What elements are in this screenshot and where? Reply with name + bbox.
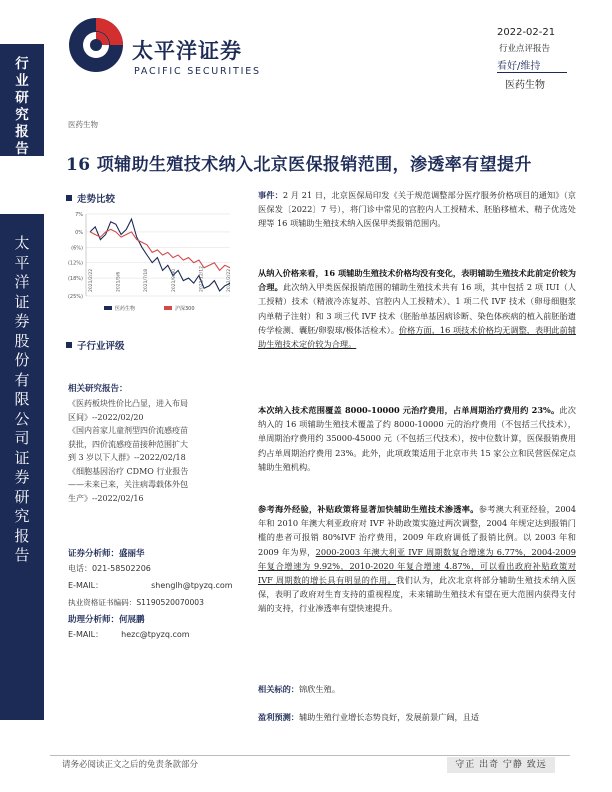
forecast-keyword: 盈利预测： (258, 712, 299, 722)
price-summary: 从纳入价格来看，16 项辅助生殖技术价格均没有变化，表明辅助生殖技术此前定价较为合理。 (258, 268, 576, 293)
targets-keyword: 相关标的： (258, 684, 299, 694)
stock-rating-heading (66, 338, 125, 352)
sidebar-category-char: 业 (15, 73, 29, 89)
related-report-line: 到 3 岁以下人群》--2022/02/18 (68, 453, 186, 462)
price-conclusion: 价格方面，16 项技术价格均无调整，表明此前辅助生殖技术定价较为合理。 (258, 324, 576, 350)
sidebar-company-char: 券 (14, 312, 30, 330)
related-report-line: ——未来已来，关注病毒载体外包 (68, 480, 188, 489)
report-date: 2022-02-21 (497, 27, 556, 38)
sidebar-category-label (0, 56, 44, 158)
chart-y-tick-label: (18%) (67, 276, 83, 283)
related-report-line: 《医药板块性价比凸显，进入布局 (68, 399, 188, 408)
related-report-line: 区间》--2022/02/20 (68, 412, 144, 422)
sidebar-company-char: 证 (14, 292, 30, 311)
event-keyword: 事件： (258, 190, 283, 200)
stock-rating-heading-text: 子行业评级 (77, 341, 125, 352)
cost-detail: 此次纳入的 16 项辅助生殖技术覆盖了约 8000-10000 元的治疗费用（不包括三代技术），单周期治疗费用约 35000-45000 元（不包括三代技术），按中位数计算，医保报销费用约占单周期治疗费用 23%。此外，此项政策适用于北京市共 15 家公立和民营医保定点辅助生殖机构。 (258, 405, 576, 472)
sidebar-company-name (0, 214, 44, 720)
footer-disclaimer: 请务必阅读正文之后的免责条款部分 (62, 760, 199, 770)
sector-name: 医药生物 (505, 80, 545, 91)
event-text: 2 月 21 日，北京医保局印发《关于规范调整部分医疗服务价格项目的通知》（京医保发〔2022〕7 号），将门诊中常见的宫腔内人工授精术、胚胎移植术、精子优选处理等 16 项辅助生殖技术纳入医保甲类报销范围内。 (258, 190, 576, 229)
square-bullet-icon (66, 195, 72, 201)
related-report-line: 获批，四价流感疫苗接种范围扩大 (68, 439, 188, 449)
sidebar-company-char: 洋 (14, 273, 30, 291)
chart-legend-label: 沪深300 (175, 306, 195, 312)
trend-heading (66, 191, 115, 205)
chart-x-tick-label: 2021/5/6 (116, 271, 122, 292)
chart-x-tick-label: 2021/9/30 (171, 268, 177, 292)
forecast-text: 辅助生殖行业增长态势良好，发展前景广阔，且适 (298, 712, 480, 722)
related-reports-heading: 相关研究报告： (68, 384, 128, 394)
forecast-paragraph (258, 710, 576, 724)
assistant-email-link[interactable]: hezc@tpyzq.com (121, 630, 190, 639)
chart-legend-swatch (164, 306, 172, 310)
sidebar-company-char: 份 (14, 351, 30, 369)
sidebar-report-category (0, 44, 44, 156)
footer-motto: 守正 出奇 宁静 致远 (447, 757, 555, 773)
analyst-email-link[interactable]: shenglh@tpyzq.com (151, 581, 233, 590)
overseas-conclusion: 我们认为，此次北京将部分辅助生殖技术纳入医保，表明了政府对生育支持的重视程度，未来辅助生殖技术有望在更大范围内获得支付端的支持，行业渗透率有望快速提升。 (258, 575, 576, 614)
sidebar-company-char: 究 (14, 507, 30, 525)
assistant-email-label: E-MAIL： (68, 630, 104, 639)
chart-legend-label: 医药生物 (115, 306, 136, 312)
related-report-line: 生产》--2022/02/16 (68, 493, 144, 503)
footer-divider (50, 755, 570, 756)
industry-rating: 看好/维持 (497, 61, 541, 72)
sidebar-company-char: 平 (14, 253, 30, 272)
overseas-detail: 参考澳大利亚经验，2004 年和 2010 年澳大利亚政府对 IVF 补助政策实施过两次调整，2004 年规定达到报销门槛的患者可报销 80%IVF 治疗费用，2009 年政府调低了报销比例。以 2003 年和 2009 年为界， (258, 504, 576, 557)
event-paragraph (258, 188, 576, 231)
brand-name-en: PACIFIC SECURITIES (134, 66, 261, 77)
analyst-license: 执业资格证书编码：S1190520070003 (68, 598, 204, 607)
sidebar-category-char: 究 (15, 107, 29, 123)
company-logo-icon (66, 15, 126, 75)
sidebar-category-char: 研 (15, 90, 29, 106)
trend-heading-text: 走势比较 (77, 194, 116, 205)
analyst-email-label: E-MAIL： (68, 581, 104, 590)
targets-paragraph (258, 682, 576, 696)
analyst-email-row (68, 580, 233, 591)
trend-chart (60, 208, 242, 320)
cost-paragraph (258, 403, 576, 474)
chart-y-tick-label: (12%) (67, 260, 83, 267)
sidebar-company-char: 证 (14, 448, 30, 467)
assistant-analyst-name: 助理分析师：何展鹏 (68, 615, 145, 625)
sidebar-company-char: 有 (14, 370, 30, 389)
square-bullet-icon (66, 342, 72, 348)
chart-y-tick-label: (6%) (71, 245, 83, 252)
sidebar-category-char: 行 (15, 56, 29, 72)
cost-summary: 本次纳入技术范围覆盖 8000-10000 元治疗费用，占单周期治疗费用约 23%。 (258, 405, 560, 415)
chart-y-tick-label: (25%) (67, 294, 83, 300)
sidebar-category-char: 告 (15, 141, 29, 157)
breadcrumb: 医药生物 (68, 120, 98, 129)
chart-x-tick-label: 2021/7/18 (144, 268, 150, 292)
chart-x-tick-label: 2021/2/22 (89, 268, 94, 292)
analyst-phone: 电话：021-58502206 (68, 564, 151, 573)
sidebar-company-char: 研 (14, 487, 30, 506)
related-reports-list (68, 397, 238, 505)
assistant-email-row (68, 629, 190, 640)
sidebar-company-char: 公 (14, 409, 30, 428)
overseas-paragraph (258, 502, 576, 616)
chart-x-tick-label: 2021/12/12 (199, 266, 205, 292)
overseas-summary: 参考海外经验，补贴政策将显著加快辅助生殖技术渗透率。 (258, 504, 479, 514)
chart-legend-swatch (104, 306, 112, 310)
page-title: 16 项辅助生殖技术纳入北京医保报销范围，渗透率有望提升 (66, 155, 532, 175)
header-divider (497, 72, 567, 73)
price-detail: 此次纳入甲类医保报销范围的辅助生殖技术共有 16 项，其中包括 2 项 IUI（人工授精）技术（精液冷冻复苏、宫腔内人工授精术）、1 项二代 IVF 技术（卵母细胞浆内单精子注射）和 3 项三代 IVF 技术（胚胎单基因病诊断、染色体疾病的植入前胚胎遗传学检测、囊胚/卵裂球/极体活检术）。 (258, 282, 576, 335)
chart-x-tick-label: 2022/2/22 (227, 268, 232, 292)
sidebar-company-char: 司 (14, 429, 30, 447)
sidebar-company-char: 限 (14, 390, 30, 408)
sidebar-company-char: 券 (14, 468, 30, 486)
analyst-name: 证券分析师：盛丽华 (68, 549, 145, 559)
chart-y-tick-label: 7% (75, 212, 83, 218)
brand-name-cn: 太平洋证券 (132, 39, 242, 63)
chart-y-tick-label: 0% (75, 229, 83, 236)
sidebar-company-char: 告 (14, 546, 30, 564)
sidebar-company-char: 报 (14, 526, 30, 545)
related-report-line: 《细胞基因治疗 CDMO 行业报告 (68, 466, 189, 476)
targets-text: 锦欣生殖。 (298, 684, 340, 694)
sidebar-category-char: 报 (15, 124, 29, 140)
related-report-line: 《国内首家儿童剂型四价流感疫苗 (68, 426, 188, 435)
overseas-growth-data: 2000-2003 年澳大利亚 IVF 周期数复合增速为 6.77%，2004-2009 年复合增速为 9.92%，2010-2020 年复合增速 4.87%，可以看出政府补贴政策对 IVF 周期数的增长具有明显的作用。 (258, 546, 576, 586)
sidebar-company-label (0, 234, 44, 566)
price-paragraph (258, 266, 576, 351)
sidebar-company-char: 股 (14, 331, 30, 350)
report-type: 行业点评报告 (499, 44, 551, 54)
sidebar-company-char: 太 (14, 234, 30, 252)
